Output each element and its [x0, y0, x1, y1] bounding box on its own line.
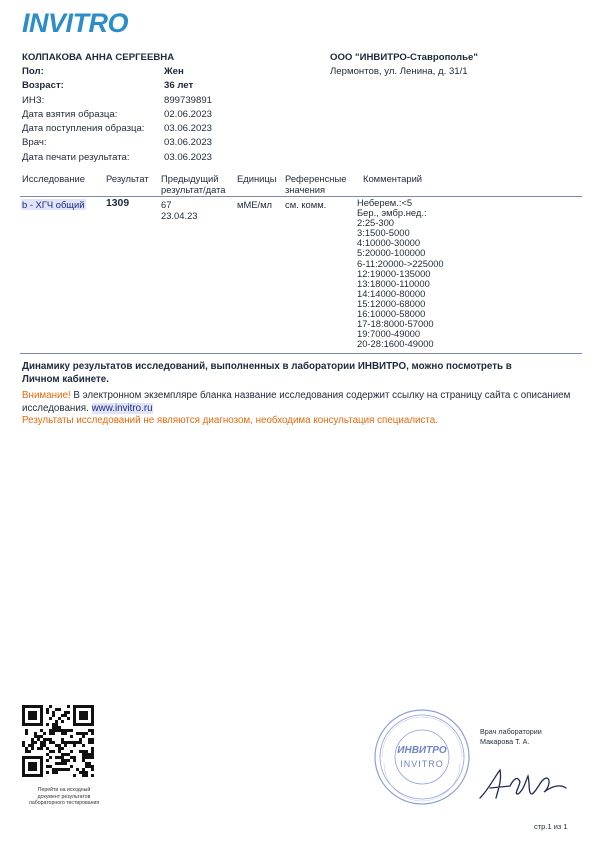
comment-line: 6-11:20000->225000 — [357, 257, 444, 269]
print-date-label: Дата печати результата: — [22, 152, 130, 163]
previous-date: 23.04.23 — [161, 210, 198, 221]
comment-line: Неберем.:<5 — [357, 197, 413, 208]
lab-address: Лермонтов, ул. Ленина, д. 31/1 — [330, 66, 468, 77]
patient-name: КОЛПАКОВА АННА СЕРГЕЕВНА — [22, 52, 175, 63]
comment-line: 2:25-300 — [357, 217, 395, 229]
table-bottom-divider — [20, 353, 582, 354]
comment-line: 3:1500-5000 — [357, 227, 410, 239]
lab-stamp — [372, 707, 472, 807]
doctor-value: 03.06.2023 — [164, 137, 213, 148]
sample-taken-label: Дата взятия образца: — [22, 109, 118, 120]
sample-received-value: 03.06.2023 — [164, 123, 213, 134]
test-link[interactable]: b - ХГЧ общий — [22, 199, 85, 210]
invitro-logo: INVITRO — [22, 8, 129, 38]
page-number: стр.1 из 1 — [534, 822, 568, 831]
comment-line: 20-28:1600-49000 — [357, 338, 434, 350]
comment-line: 13:18000-110000 — [357, 277, 430, 289]
qr-caption: Перейти на исходный документ результатов лабораторного тестирования — [28, 787, 100, 807]
comment-line: 17-18:8000-57000 — [357, 318, 434, 330]
col-header-reference: Референсные значения — [285, 173, 347, 195]
col-header-test: Исследование — [22, 173, 85, 184]
attention-word: Внимание! — [22, 390, 71, 401]
stamp-center-text: ИНВИТРО — [397, 745, 447, 756]
sex-label: Пол: — [22, 66, 44, 77]
col-header-comment: Комментарий — [363, 173, 423, 184]
previous-value: 67 — [161, 199, 172, 210]
comment-line: 14:14000-80000 — [357, 287, 426, 299]
comment-list — [357, 198, 444, 349]
comment-line: 16:10000-58000 — [357, 308, 426, 320]
sample-taken-value: 02.06.2023 — [164, 109, 213, 120]
table-header-divider — [20, 196, 582, 197]
doctor-signature-block — [480, 727, 542, 746]
dynamics-note: Динамику результатов исследований, выполненных в лаборатории ИНВИТРО, можно посмотреть в Личном кабинете. — [22, 361, 512, 385]
qr-code[interactable] — [22, 705, 94, 777]
comment-line: 15:12000-68000 — [357, 297, 426, 309]
comment-line: 12:19000-135000 — [357, 267, 431, 279]
age-value: 36 лет — [164, 80, 194, 91]
comment-line: 4:10000-30000 — [357, 237, 421, 249]
result-value: 1309 — [106, 198, 130, 209]
units-value: мМЕ/мл — [237, 199, 273, 210]
doctor-name: Макарова Т. А. — [480, 736, 530, 746]
print-date-value: 03.06.2023 — [164, 152, 213, 163]
doctor-label: Врач: — [22, 137, 47, 148]
comment-line: 5:20000-100000 — [357, 247, 426, 259]
comment-line: 19:7000-49000 — [357, 328, 421, 340]
doctor-role: Врач лаборатории — [480, 727, 542, 736]
inz-value: 899739891 — [164, 95, 213, 106]
sex-value: Жен — [164, 66, 184, 77]
reference-value: см. комм. — [285, 199, 327, 210]
attention-note: Внимание! В электронном экземпляре бланка название исследования содержит ссылку на страницу сайта с описанием исследования. www.invitro.ru — [22, 390, 571, 414]
col-header-units: Единицы — [237, 173, 277, 184]
doctor-signature — [474, 760, 574, 804]
sample-received-label: Дата поступления образца: — [22, 123, 145, 134]
inz-label: ИНЗ: — [22, 95, 45, 106]
site-link[interactable]: www.invitro.ru — [91, 402, 153, 414]
age-label: Возраст: — [22, 80, 64, 91]
lab-name: ООО "ИНВИТРО-Ставрополье" — [330, 52, 478, 63]
comment-line: Бер., эмбр.нед.: — [357, 207, 427, 219]
col-header-previous: Предыдущий результат/дата — [161, 173, 226, 195]
col-header-result: Результат — [106, 173, 149, 184]
disclaimer: Результаты исследований не являются диагнозом, необходима консультация специалиста. — [22, 415, 438, 426]
stamp-inner-text: INVITRO — [400, 759, 444, 769]
